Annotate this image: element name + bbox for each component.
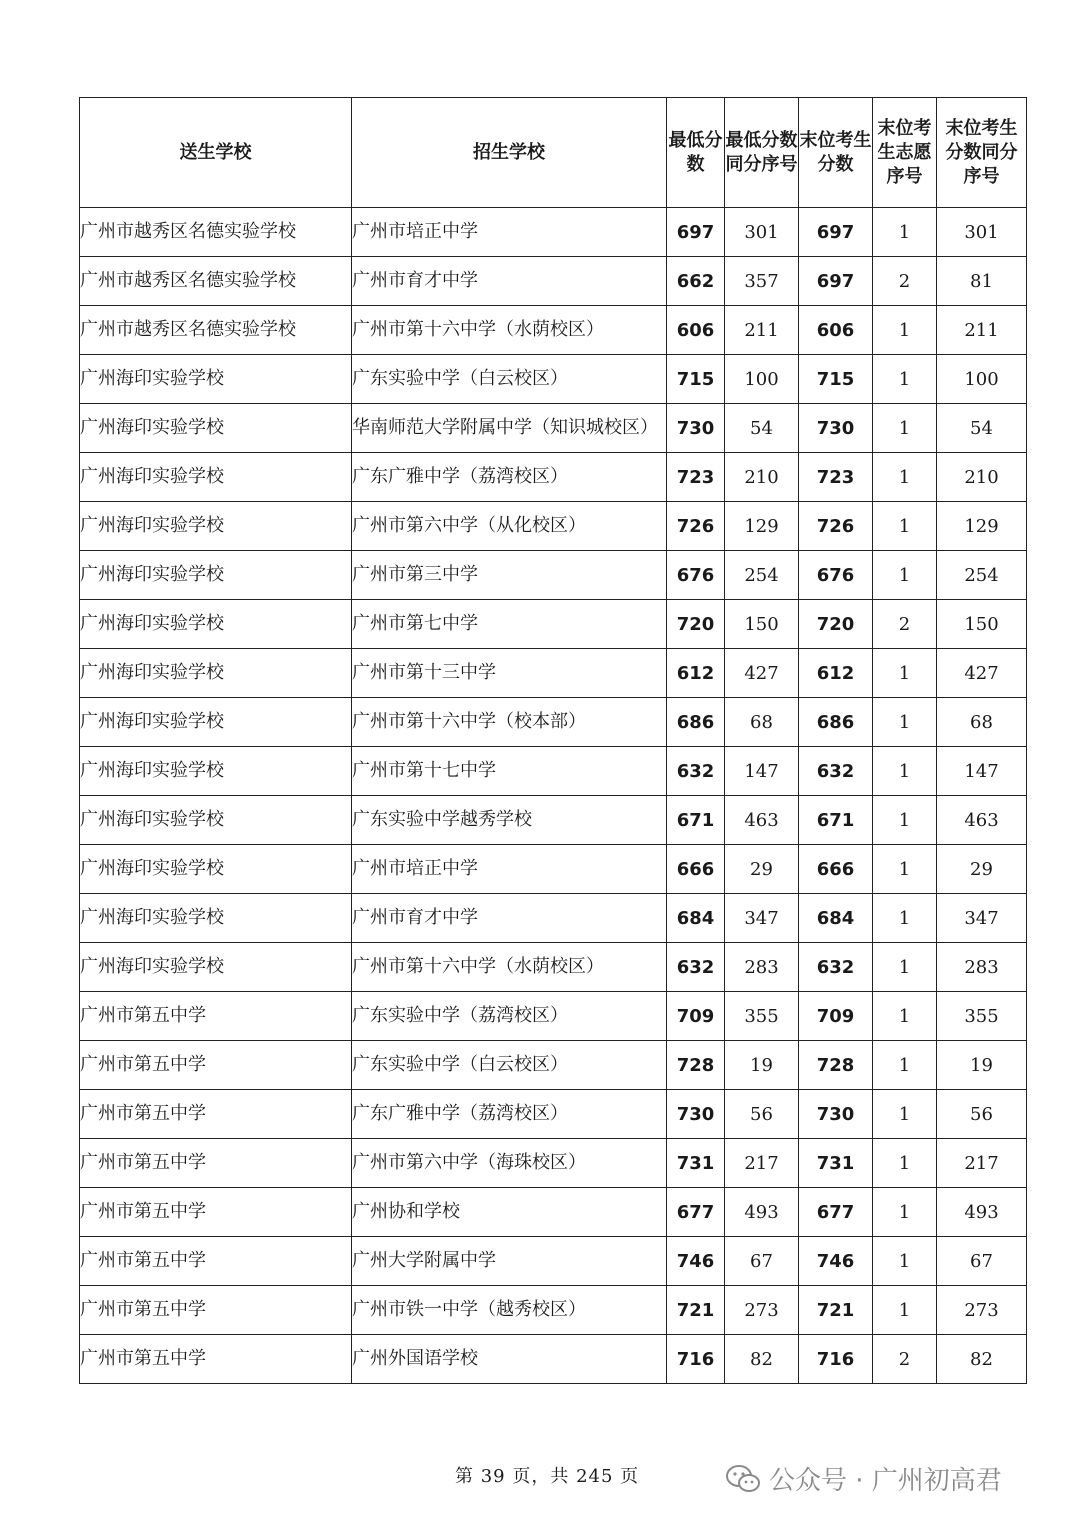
to-school-cell: 广州市育才中学 — [352, 894, 667, 943]
last-score-cell: 730 — [799, 404, 873, 453]
last-rank-cell: 129 — [937, 502, 1027, 551]
last-choice-cell: 1 — [873, 1139, 937, 1188]
from-school-cell: 广州市第五中学 — [80, 1286, 352, 1335]
last-choice-cell: 1 — [873, 1090, 937, 1139]
last-rank-cell: 347 — [937, 894, 1027, 943]
to-school-cell: 华南师范大学附属中学（知识城校区） — [352, 404, 667, 453]
last-rank-cell: 68 — [937, 698, 1027, 747]
to-school-cell: 广州市第三中学 — [352, 551, 667, 600]
last-choice-cell: 1 — [873, 698, 937, 747]
last-score-cell: 676 — [799, 551, 873, 600]
header-min-rank: 最低分数同分序号 — [725, 98, 799, 208]
table-row — [80, 1286, 1027, 1335]
from-school-cell: 广州海印实验学校 — [80, 894, 352, 943]
from-school-cell: 广州市第五中学 — [80, 1139, 352, 1188]
last-score-cell: 666 — [799, 845, 873, 894]
header-last-rank: 末位考生分数同分序号 — [937, 98, 1027, 208]
to-school-cell: 广州大学附属中学 — [352, 1237, 667, 1286]
table-row — [80, 992, 1027, 1041]
from-school-cell: 广州市越秀区名德实验学校 — [80, 306, 352, 355]
last-rank-cell: 82 — [937, 1335, 1027, 1384]
page-footer — [0, 1460, 1080, 1496]
last-score-cell: 723 — [799, 453, 873, 502]
from-school-cell: 广州市第五中学 — [80, 1090, 352, 1139]
to-school-cell: 广东实验中学（白云校区） — [352, 355, 667, 404]
to-school-cell: 广州市第六中学（从化校区） — [352, 502, 667, 551]
last-rank-cell: 283 — [937, 943, 1027, 992]
min-rank-cell: 355 — [725, 992, 799, 1041]
to-school-cell: 广东实验中学（荔湾校区） — [352, 992, 667, 1041]
min-rank-cell: 217 — [725, 1139, 799, 1188]
min-rank-cell: 357 — [725, 257, 799, 306]
table-row — [80, 355, 1027, 404]
to-school-cell: 广州市培正中学 — [352, 208, 667, 257]
from-school-cell: 广州市第五中学 — [80, 992, 352, 1041]
admission-table — [79, 97, 1027, 1384]
to-school-cell: 广州市第十三中学 — [352, 649, 667, 698]
last-choice-cell: 2 — [873, 600, 937, 649]
min-score-cell: 632 — [667, 747, 725, 796]
last-choice-cell: 1 — [873, 1041, 937, 1090]
last-score-cell: 697 — [799, 257, 873, 306]
min-score-cell: 632 — [667, 943, 725, 992]
min-rank-cell: 283 — [725, 943, 799, 992]
last-score-cell: 606 — [799, 306, 873, 355]
table-row — [80, 649, 1027, 698]
table-row — [80, 1139, 1027, 1188]
min-rank-cell: 301 — [725, 208, 799, 257]
min-score-cell: 723 — [667, 453, 725, 502]
to-school-cell: 广东广雅中学（荔湾校区） — [352, 453, 667, 502]
last-choice-cell: 1 — [873, 1188, 937, 1237]
table-row — [80, 698, 1027, 747]
last-score-cell: 677 — [799, 1188, 873, 1237]
min-rank-cell: 147 — [725, 747, 799, 796]
min-rank-cell: 427 — [725, 649, 799, 698]
last-choice-cell: 1 — [873, 992, 937, 1041]
to-school-cell: 广东实验中学（白云校区） — [352, 1041, 667, 1090]
min-score-cell: 612 — [667, 649, 725, 698]
min-rank-cell: 211 — [725, 306, 799, 355]
last-score-cell: 715 — [799, 355, 873, 404]
table-row — [80, 208, 1027, 257]
to-school-cell: 广东实验中学越秀学校 — [352, 796, 667, 845]
to-school-cell: 广州协和学校 — [352, 1188, 667, 1237]
from-school-cell: 广州海印实验学校 — [80, 355, 352, 404]
last-choice-cell: 1 — [873, 796, 937, 845]
last-score-cell: 726 — [799, 502, 873, 551]
last-choice-cell: 1 — [873, 943, 937, 992]
min-score-cell: 697 — [667, 208, 725, 257]
last-score-cell: 728 — [799, 1041, 873, 1090]
last-rank-cell: 81 — [937, 257, 1027, 306]
min-score-cell: 606 — [667, 306, 725, 355]
min-score-cell: 686 — [667, 698, 725, 747]
to-school-cell: 广州市第七中学 — [352, 600, 667, 649]
last-score-cell: 746 — [799, 1237, 873, 1286]
table-row — [80, 845, 1027, 894]
from-school-cell: 广州市越秀区名德实验学校 — [80, 257, 352, 306]
last-rank-cell: 427 — [937, 649, 1027, 698]
from-school-cell: 广州海印实验学校 — [80, 845, 352, 894]
last-score-cell: 721 — [799, 1286, 873, 1335]
min-rank-cell: 129 — [725, 502, 799, 551]
last-score-cell: 720 — [799, 600, 873, 649]
min-score-cell: 676 — [667, 551, 725, 600]
min-score-cell: 730 — [667, 404, 725, 453]
table-row — [80, 894, 1027, 943]
to-school-cell: 广州市第六中学（海珠校区） — [352, 1139, 667, 1188]
watermark — [725, 1460, 1002, 1497]
last-score-cell: 697 — [799, 208, 873, 257]
last-choice-cell: 1 — [873, 1237, 937, 1286]
min-rank-cell: 54 — [725, 404, 799, 453]
min-rank-cell: 19 — [725, 1041, 799, 1090]
last-choice-cell: 1 — [873, 845, 937, 894]
last-rank-cell: 29 — [937, 845, 1027, 894]
table-row — [80, 551, 1027, 600]
last-choice-cell: 1 — [873, 404, 937, 453]
page-number: 第 39 页，共 245 页 — [455, 1466, 640, 1487]
last-rank-cell: 150 — [937, 600, 1027, 649]
min-score-cell: 662 — [667, 257, 725, 306]
last-choice-cell: 1 — [873, 1286, 937, 1335]
from-school-cell: 广州海印实验学校 — [80, 649, 352, 698]
min-score-cell: 728 — [667, 1041, 725, 1090]
header-min-score: 最低分数 — [667, 98, 725, 208]
from-school-cell: 广州海印实验学校 — [80, 698, 352, 747]
header-last-choice: 末位考生志愿序号 — [873, 98, 937, 208]
min-rank-cell: 150 — [725, 600, 799, 649]
min-rank-cell: 68 — [725, 698, 799, 747]
table-row — [80, 502, 1027, 551]
last-score-cell: 731 — [799, 1139, 873, 1188]
last-rank-cell: 273 — [937, 1286, 1027, 1335]
last-rank-cell: 301 — [937, 208, 1027, 257]
last-rank-cell: 100 — [937, 355, 1027, 404]
from-school-cell: 广州市越秀区名德实验学校 — [80, 208, 352, 257]
last-choice-cell: 1 — [873, 208, 937, 257]
min-score-cell: 726 — [667, 502, 725, 551]
min-score-cell: 746 — [667, 1237, 725, 1286]
min-score-cell: 677 — [667, 1188, 725, 1237]
min-score-cell: 716 — [667, 1335, 725, 1384]
to-school-cell: 广州市第十六中学（水荫校区） — [352, 943, 667, 992]
last-score-cell: 612 — [799, 649, 873, 698]
last-rank-cell: 355 — [937, 992, 1027, 1041]
table-row — [80, 404, 1027, 453]
header-from-school: 送生学校 — [80, 98, 352, 208]
min-rank-cell: 100 — [725, 355, 799, 404]
from-school-cell: 广州海印实验学校 — [80, 796, 352, 845]
last-rank-cell: 147 — [937, 747, 1027, 796]
last-rank-cell: 67 — [937, 1237, 1027, 1286]
min-score-cell: 715 — [667, 355, 725, 404]
header-to-school: 招生学校 — [352, 98, 667, 208]
admission-table-container — [79, 97, 1026, 1384]
last-rank-cell: 54 — [937, 404, 1027, 453]
table-row — [80, 1090, 1027, 1139]
last-choice-cell: 1 — [873, 894, 937, 943]
last-score-cell: 684 — [799, 894, 873, 943]
min-score-cell: 666 — [667, 845, 725, 894]
to-school-cell: 广州市第十七中学 — [352, 747, 667, 796]
min-rank-cell: 82 — [725, 1335, 799, 1384]
from-school-cell: 广州海印实验学校 — [80, 404, 352, 453]
from-school-cell: 广州市第五中学 — [80, 1237, 352, 1286]
min-rank-cell: 493 — [725, 1188, 799, 1237]
table-row — [80, 600, 1027, 649]
wechat-icon — [725, 1464, 761, 1494]
min-rank-cell: 29 — [725, 845, 799, 894]
from-school-cell: 广州海印实验学校 — [80, 453, 352, 502]
last-score-cell: 709 — [799, 992, 873, 1041]
min-score-cell: 720 — [667, 600, 725, 649]
table-row — [80, 257, 1027, 306]
from-school-cell: 广州海印实验学校 — [80, 943, 352, 992]
last-score-cell: 686 — [799, 698, 873, 747]
to-school-cell: 广州市第十六中学（水荫校区） — [352, 306, 667, 355]
table-row — [80, 943, 1027, 992]
last-score-cell: 716 — [799, 1335, 873, 1384]
last-rank-cell: 254 — [937, 551, 1027, 600]
min-rank-cell: 210 — [725, 453, 799, 502]
last-score-cell: 671 — [799, 796, 873, 845]
table-row — [80, 1041, 1027, 1090]
min-rank-cell: 273 — [725, 1286, 799, 1335]
min-rank-cell: 254 — [725, 551, 799, 600]
header-last-score: 末位考生分数 — [799, 98, 873, 208]
last-choice-cell: 1 — [873, 649, 937, 698]
table-row — [80, 1188, 1027, 1237]
last-choice-cell: 2 — [873, 1335, 937, 1384]
min-rank-cell: 347 — [725, 894, 799, 943]
min-rank-cell: 56 — [725, 1090, 799, 1139]
last-choice-cell: 1 — [873, 453, 937, 502]
to-school-cell: 广州外国语学校 — [352, 1335, 667, 1384]
last-rank-cell: 211 — [937, 306, 1027, 355]
from-school-cell: 广州海印实验学校 — [80, 747, 352, 796]
last-choice-cell: 1 — [873, 355, 937, 404]
last-choice-cell: 1 — [873, 747, 937, 796]
min-score-cell: 731 — [667, 1139, 725, 1188]
table-row — [80, 1237, 1027, 1286]
table-row — [80, 453, 1027, 502]
last-score-cell: 632 — [799, 943, 873, 992]
from-school-cell: 广州市第五中学 — [80, 1335, 352, 1384]
min-score-cell: 721 — [667, 1286, 725, 1335]
last-rank-cell: 217 — [937, 1139, 1027, 1188]
min-score-cell: 684 — [667, 894, 725, 943]
to-school-cell: 广东广雅中学（荔湾校区） — [352, 1090, 667, 1139]
last-rank-cell: 56 — [937, 1090, 1027, 1139]
from-school-cell: 广州市第五中学 — [80, 1188, 352, 1237]
to-school-cell: 广州市培正中学 — [352, 845, 667, 894]
last-rank-cell: 463 — [937, 796, 1027, 845]
min-rank-cell: 67 — [725, 1237, 799, 1286]
watermark-text: 公众号 · 广州初高君 — [769, 1466, 1002, 1496]
table-row — [80, 796, 1027, 845]
table-body — [80, 208, 1027, 1384]
from-school-cell: 广州海印实验学校 — [80, 600, 352, 649]
min-score-cell: 671 — [667, 796, 725, 845]
to-school-cell: 广州市铁一中学（越秀校区） — [352, 1286, 667, 1335]
table-row — [80, 747, 1027, 796]
last-rank-cell: 210 — [937, 453, 1027, 502]
to-school-cell: 广州市育才中学 — [352, 257, 667, 306]
last-choice-cell: 1 — [873, 306, 937, 355]
from-school-cell: 广州海印实验学校 — [80, 502, 352, 551]
min-score-cell: 730 — [667, 1090, 725, 1139]
last-score-cell: 730 — [799, 1090, 873, 1139]
table-row — [80, 306, 1027, 355]
last-rank-cell: 493 — [937, 1188, 1027, 1237]
table-header-row — [80, 98, 1027, 208]
from-school-cell: 广州市第五中学 — [80, 1041, 352, 1090]
last-score-cell: 632 — [799, 747, 873, 796]
last-choice-cell: 2 — [873, 257, 937, 306]
min-score-cell: 709 — [667, 992, 725, 1041]
table-row — [80, 1335, 1027, 1384]
to-school-cell: 广州市第十六中学（校本部） — [352, 698, 667, 747]
from-school-cell: 广州海印实验学校 — [80, 551, 352, 600]
last-choice-cell: 1 — [873, 551, 937, 600]
min-rank-cell: 463 — [725, 796, 799, 845]
last-choice-cell: 1 — [873, 502, 937, 551]
last-rank-cell: 19 — [937, 1041, 1027, 1090]
